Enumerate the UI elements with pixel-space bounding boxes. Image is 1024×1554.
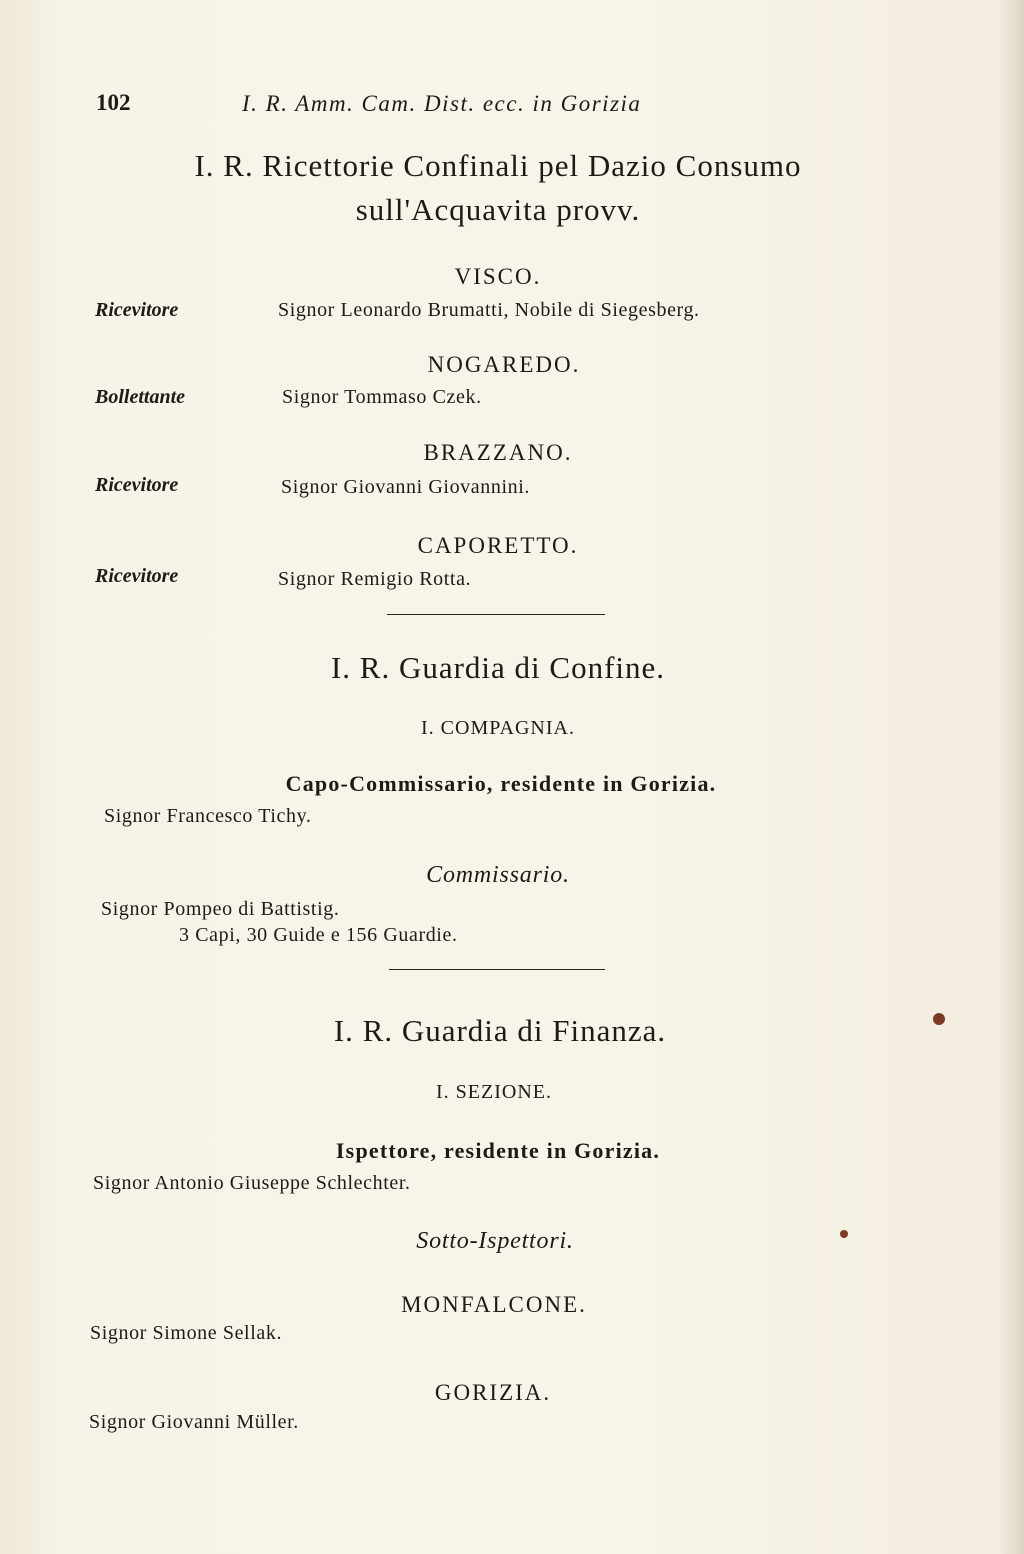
sotto-ispettori-heading: Sotto-Ispettori. [416,1228,574,1254]
role-label: Bollettante [95,386,185,408]
place-heading-visco: VISCO. [454,264,542,289]
commissario-heading: Commissario. [426,862,570,888]
section-title-ricettorie-line2: sull'Acquavita provv. [355,192,641,227]
section-title-guardia-confine: I. R. Guardia di Confine. [330,650,666,685]
place-heading-caporetto: CAPORETTO. [417,533,579,558]
place-heading-nogaredo: NOGAREDO. [427,352,581,377]
place-heading-brazzano: BRAZZANO. [423,440,573,465]
section-title-ricettorie-line1: I. R. Ricettorie Confinali pel Dazio Consumo [194,148,802,183]
person-entry: Signor Remigio Rotta. [278,568,472,590]
person-entry: Signor Antonio Giuseppe Schlechter. [93,1172,411,1194]
role-label: Ricevitore [95,565,179,587]
person-entry: Signor Francesco Tichy. [104,805,312,827]
section-divider [387,614,605,615]
subsection-compagnia: I. COMPAGNIA. [421,717,575,739]
section-title-guardia-finanza: I. R. Guardia di Finanza. [333,1013,667,1048]
paper-stain [840,1230,848,1238]
place-heading-monfalcone: MONFALCONE. [401,1292,587,1317]
place-heading-gorizia: GORIZIA. [434,1380,552,1405]
staff-count: 3 Capi, 30 Guide e 156 Guardie. [179,924,458,946]
paper-stain [933,1013,945,1025]
person-entry: Signor Giovanni Giovannini. [281,476,530,498]
subsection-sezione: I. SEZIONE. [436,1081,552,1103]
person-entry: Signor Leonardo Brumatti, Nobile di Siegesberg. [278,299,700,321]
person-entry: Signor Pompeo di Battistig. [101,898,340,920]
capo-commissario-heading: Capo-Commissario, residente in Gorizia. [285,771,717,796]
person-entry: Signor Tommaso Czek. [282,386,482,408]
ispettore-heading: Ispettore, residente in Gorizia. [335,1138,661,1163]
page-number: 102 [96,90,131,115]
person-entry: Signor Simone Sellak. [90,1322,283,1344]
person-entry: Signor Giovanni Müller. [89,1411,299,1433]
role-label: Ricevitore [95,299,179,321]
section-divider [389,969,605,970]
role-label: Ricevitore [95,474,179,496]
running-title: I. R. Amm. Cam. Dist. ecc. in Gorizia [242,91,642,116]
